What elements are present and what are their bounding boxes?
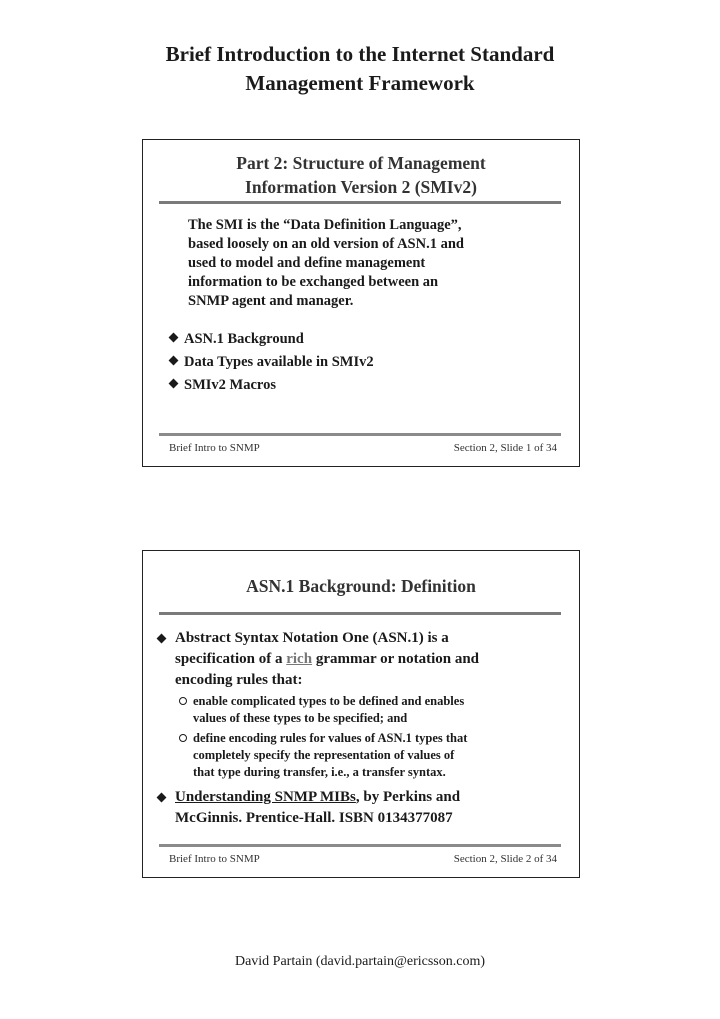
sub2-line-1: define encoding rules for values of ASN.1 types that xyxy=(193,731,468,745)
bullet-reference-book-text xyxy=(175,787,460,829)
intro-line-3: used to model and define management xyxy=(188,255,426,271)
bullet-smiv2-macros xyxy=(170,376,276,395)
intro-line-4: information to be exchanged between an xyxy=(188,274,439,290)
sub-bullet-encoding-text xyxy=(193,730,467,781)
intro-line-1: The SMI is the “Data Definition Language”, xyxy=(188,217,462,233)
reference-line-1-end: , by Perkins and xyxy=(355,789,461,805)
definition-line-2 xyxy=(175,649,479,670)
slide-2-footer xyxy=(169,853,557,865)
footer-left-text: Brief Intro to SNMP xyxy=(169,442,260,454)
page-title xyxy=(0,40,720,98)
sub2-line-2: completely specify the representation of values of xyxy=(193,748,455,762)
slide-2-footer-rule xyxy=(159,844,561,847)
diamond-bullet-icon xyxy=(169,333,179,343)
bullet-label: Data Types available in SMIv2 xyxy=(184,354,374,370)
definition-line-2-end: grammar or notation and xyxy=(312,651,480,667)
bullet-data-types xyxy=(170,353,374,372)
sub2-line-3: that type during transfer, i.e., a transfer syntax. xyxy=(193,765,446,779)
slide-2 xyxy=(142,550,580,878)
slide-1 xyxy=(142,139,580,467)
page-footer-author: David Partain (david.partain@ericsson.com) xyxy=(234,954,486,969)
slide-1-footer xyxy=(169,442,557,454)
diamond-bullet-icon xyxy=(169,379,179,389)
sub1-line-1: enable complicated types to be defined and enables xyxy=(193,694,465,708)
slide-1-title-rule xyxy=(159,201,561,204)
footer-slide-number: Section 2, Slide 1 of 34 xyxy=(453,442,557,454)
ring-bullet-icon xyxy=(179,697,187,705)
slide-1-footer-rule xyxy=(159,433,561,436)
bullet-asn1-background xyxy=(170,330,304,349)
slide-1-intro xyxy=(188,216,558,311)
bullet-label: SMIv2 Macros xyxy=(184,377,276,393)
intro-line-5: SNMP agent and manager. xyxy=(188,293,354,309)
diamond-bullet-icon xyxy=(157,634,167,644)
bullet-asn1-definition-text xyxy=(175,628,479,691)
slide-1-title-line-1: Part 2: Structure of Management xyxy=(236,153,486,173)
slide-2-title-rule xyxy=(159,612,561,615)
ring-bullet-icon xyxy=(179,734,187,742)
diamond-bullet-icon xyxy=(157,793,167,803)
sub-bullet-types-text xyxy=(193,693,464,727)
slide-2-title xyxy=(143,574,579,598)
page-title-line-1: Brief Introduction to the Internet Standard xyxy=(165,42,555,66)
reference-line-1 xyxy=(175,787,460,808)
page-title-line-2: Management Framework xyxy=(245,71,475,95)
intro-line-2: based loosely on an old version of ASN.1 and xyxy=(188,236,464,252)
sub1-line-2: values of these types to be specified; and xyxy=(193,711,408,725)
footer-left-text: Brief Intro to SNMP xyxy=(169,853,260,865)
slide-1-title xyxy=(143,151,579,199)
slide-1-title-line-2: Information Version 2 (SMIv2) xyxy=(245,177,477,197)
book-title-link[interactable]: Understanding SNMP MIBs xyxy=(175,789,356,805)
definition-line-2-start: specification of a xyxy=(175,651,287,667)
bullet-label: ASN.1 Background xyxy=(184,331,304,347)
footer-slide-number: Section 2, Slide 2 of 34 xyxy=(453,853,557,865)
definition-line-3: encoding rules that: xyxy=(175,672,303,688)
slide-2-title-text: ASN.1 Background: Definition xyxy=(246,576,476,596)
rich-link[interactable]: rich xyxy=(286,651,313,667)
reference-line-2: McGinnis. Prentice-Hall. ISBN 0134377087 xyxy=(175,810,453,826)
diamond-bullet-icon xyxy=(169,356,179,366)
definition-line-1: Abstract Syntax Notation One (ASN.1) is a xyxy=(175,630,449,646)
